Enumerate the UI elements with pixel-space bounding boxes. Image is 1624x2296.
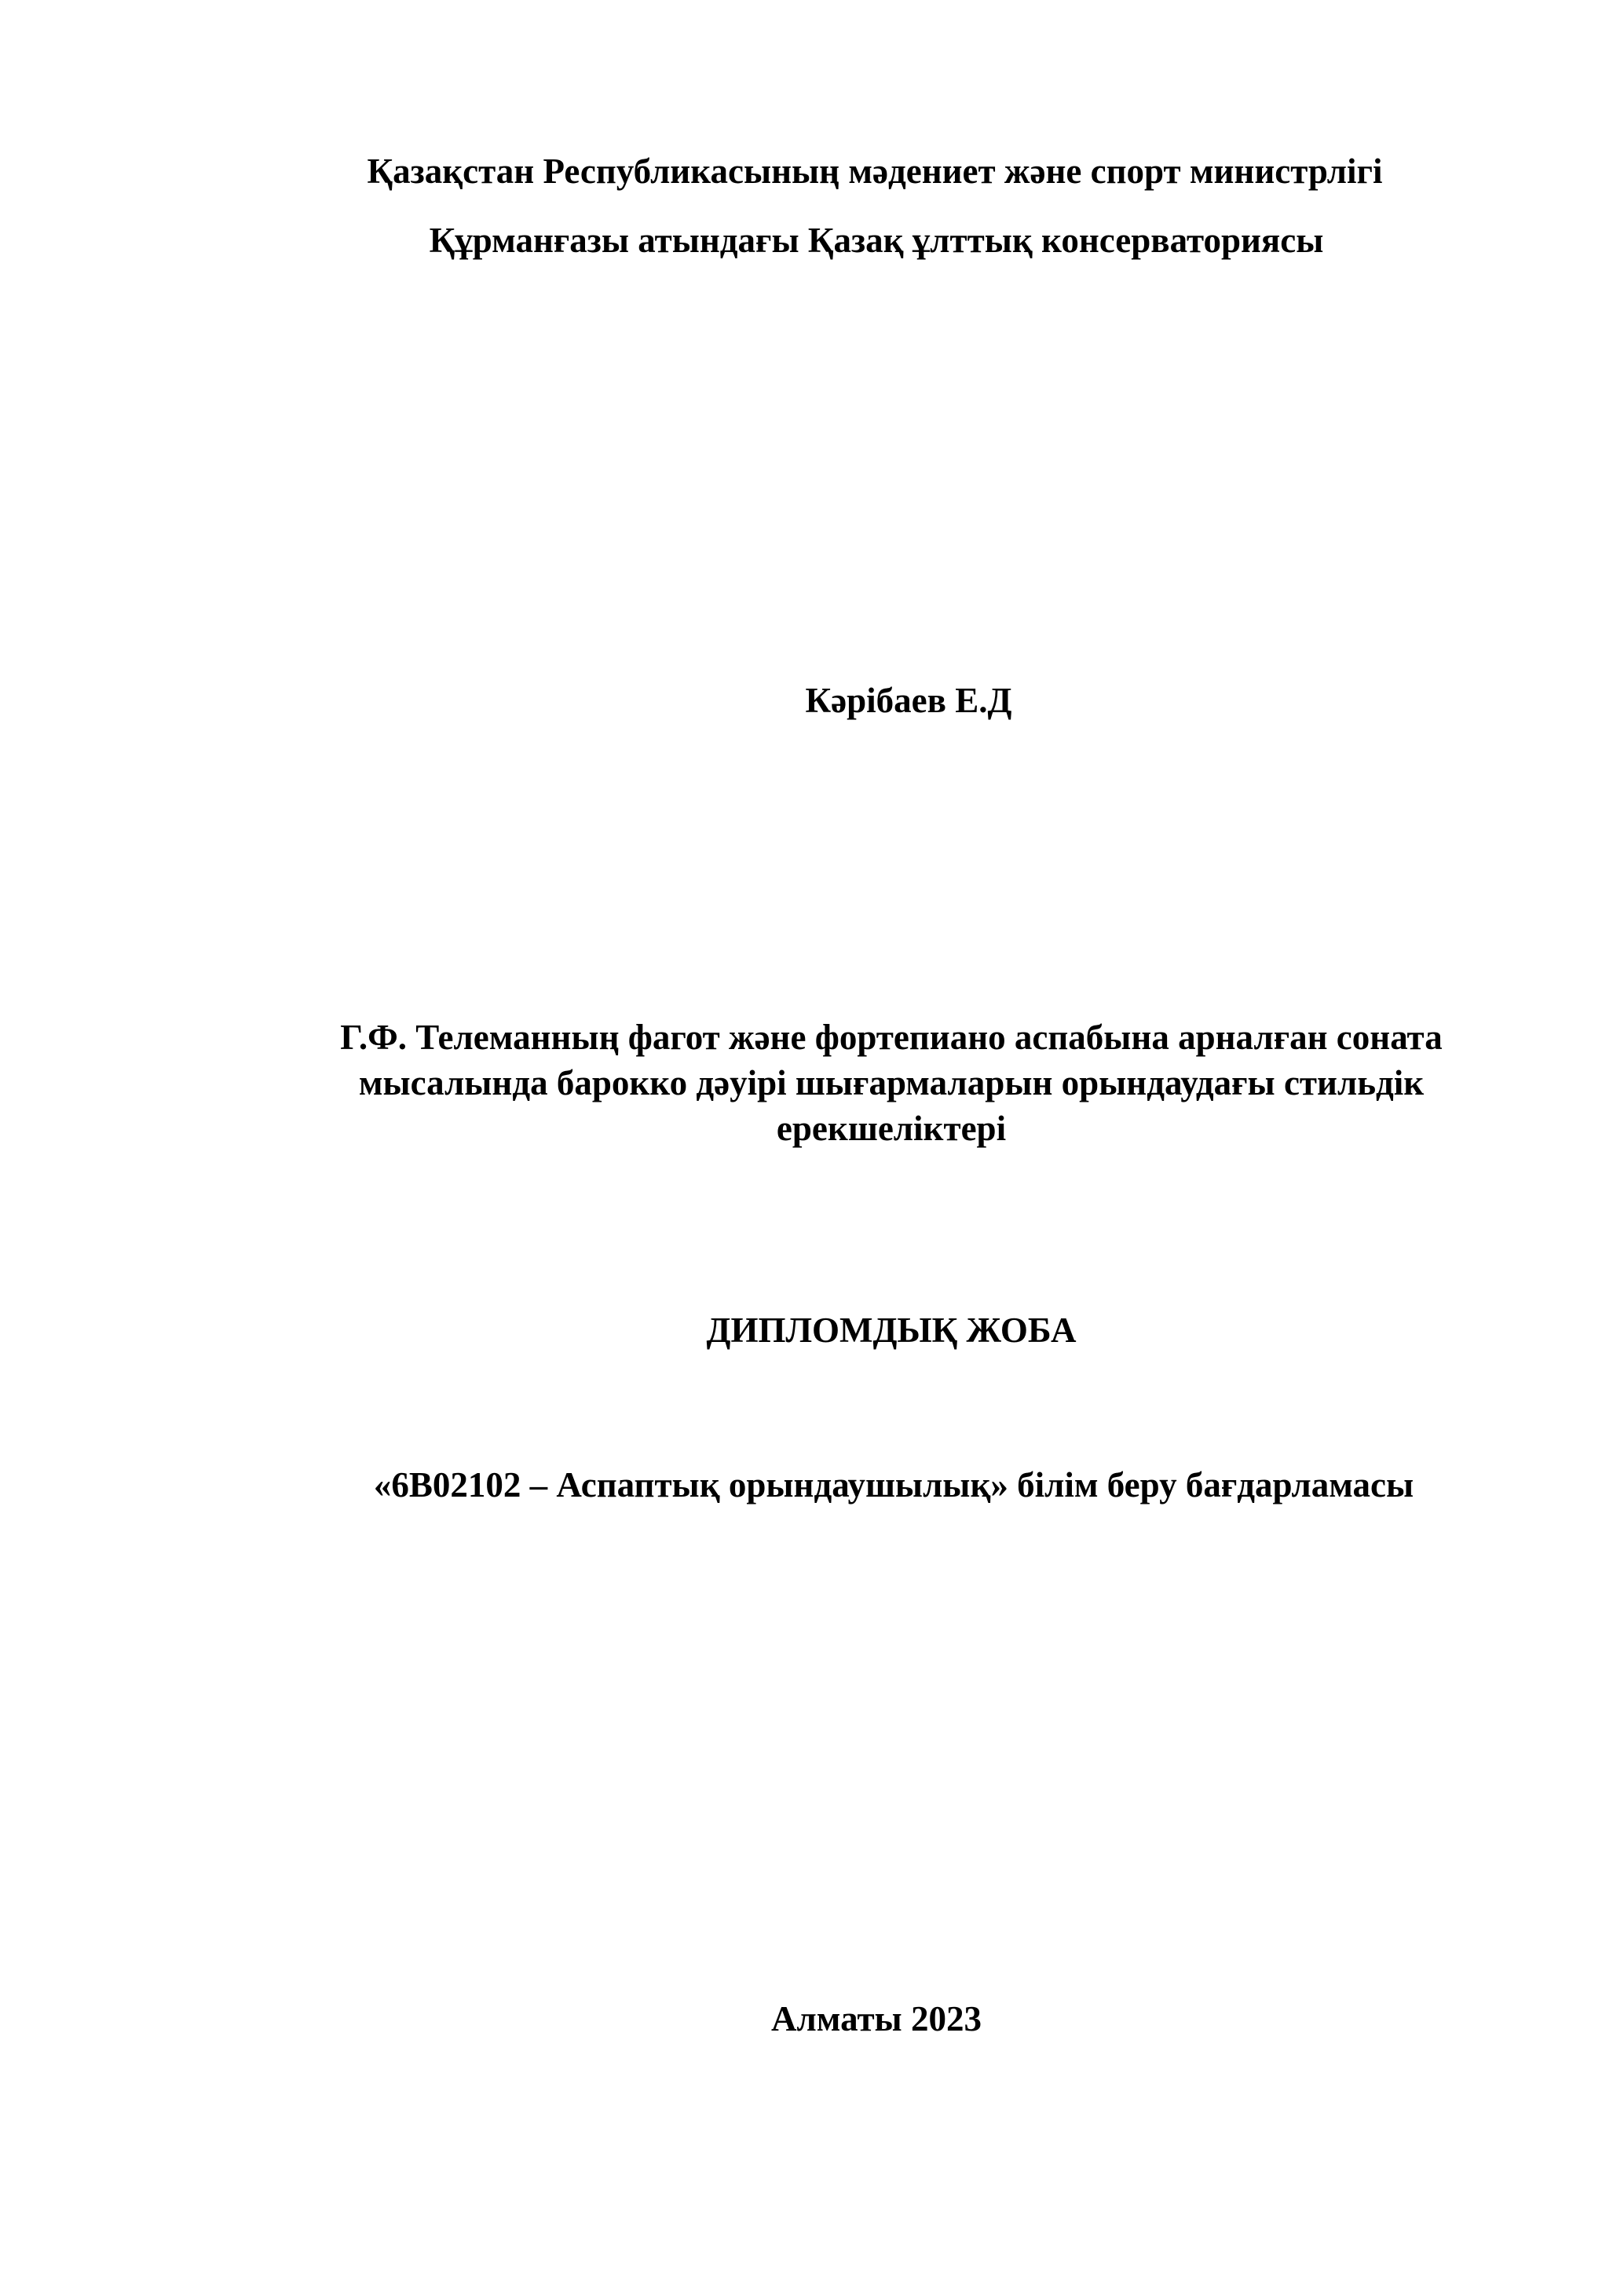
document-type-heading: ДИПЛОМДЫҚ ЖОБА — [706, 1311, 1077, 1350]
ministry-heading: Қазақстан Республикасының мәдениет және спорт министрлігі — [367, 152, 1383, 191]
project-title-line-1: Г.Ф. Телеманның фагот және фортепиано аспабына арналған соната — [340, 1018, 1443, 1057]
project-title — [283, 1015, 1500, 1151]
author-name: Кәрібаев Е.Д — [805, 681, 1012, 720]
education-program: «6В02102 – Аспаптық орындаушылық» білім беру бағдарламасы — [373, 1465, 1414, 1504]
project-title-line-2: мысалында барокко дәуірі шығармаларын орындаудағы стильдік — [358, 1063, 1425, 1102]
institution-heading: Құрманғазы атындағы Қазақ ұлттық консерваториясы — [429, 221, 1324, 260]
project-title-line-3: ерекшеліктері — [776, 1109, 1007, 1148]
city-year: Алматы 2023 — [771, 1999, 982, 2038]
